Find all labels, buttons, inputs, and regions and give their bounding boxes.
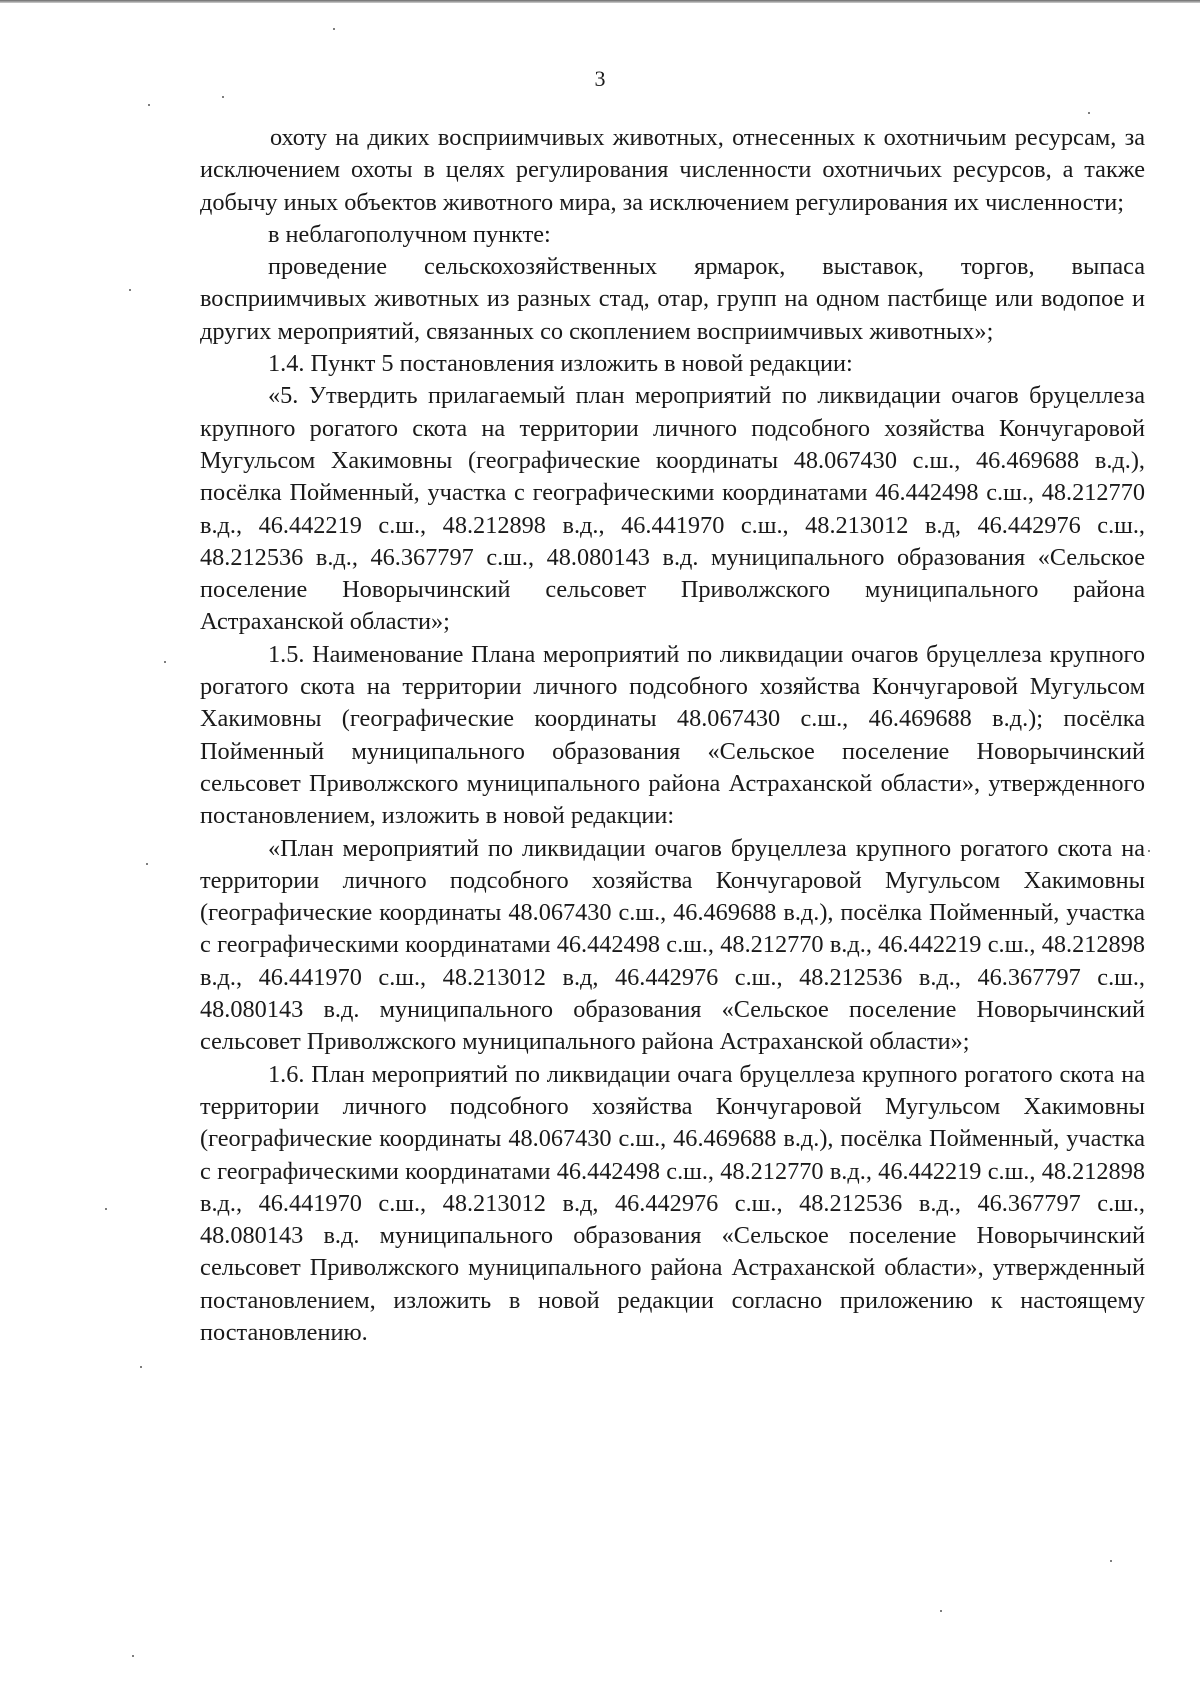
scan-speck [1110,1560,1112,1562]
paragraph-clause-1-4: 1.4. Пункт 5 постановления изложить в новой редакции: [268,350,853,378]
paragraph-clause-1-5: 1.5. Наименование Плана мероприятий по ликвидации очагов бруцеллеза крупного рогатого скота на территории личного подсобного хозяйства Кончугаровой Мугульсом Хакимовны (географические координаты 48.067430 с.ш., 46.469688 в.д.); посёлка Пойменный муниципального образования «Сельское поселение Новорычинский сельсовет Приволжского муниципального района Астраханской области», утвержденного постановлением, изложить в новой редакции: [200,640,1145,830]
paragraph-fairs-restriction: проведение сельскохозяйственных ярмарок, выставок, торгов, выпаса восприимчивых животных из разных стад, отар, групп на одном пастбище или водопое и других мероприятий, связанных со скоплением восприимчивых животных»; [200,253,1145,345]
scan-speck [333,28,335,30]
scan-speck [129,289,131,291]
scan-speck [105,1208,107,1210]
scan-speck [1148,850,1150,852]
scan-speck [140,1366,142,1368]
scan-speck [148,104,150,106]
scan-top-edge [0,0,1200,3]
paragraph-plan-title: «План мероприятий по ликвидации очагов бруцеллеза крупного рогатого скота на территории личного подсобного хозяйства Кончугаровой Мугульсом Хакимовны (географические координаты 48.067430 с.ш., 46.469688 в.д.), посёлка Пойменный, участка с географическими координатами 46.442498 с.ш., 48.212770 в.д., 46.442219 с.ш., 48.212898 в.д., 46.441970 с.ш., 48.213012 в.д, 46.442976 с.ш., 48.212536 в.д., 46.367797 с.ш., 48.080143 в.д. муниципального образования «Сельское поселение Новорычинский сельсовет Приволжского муниципального района Астраханской области»; [200,834,1145,1056]
scan-speck [146,863,148,865]
paragraph-clause-5-text: «5. Утвердить прилагаемый план мероприятий по ликвидации очагов бруцеллеза крупного рогатого скота на территории личного подсобного хозяйства Кончугаровой Мугульсом Хакимовны (географические координаты 48.067430 с.ш., 46.469688 в.д.), посёлка Пойменный, участка с географическими координатами 46.442498 с.ш., 48.212770 в.д., 46.442219 с.ш., 48.212898 в.д., 46.441970 с.ш., 48.213012 в.д, 46.442976 с.ш., 48.212536 в.д., 46.367797 с.ш., 48.080143 в.д. муниципального образования «Сельское поселение Новорычинский сельсовет Приволжского муниципального района Астраханской области»; [200,382,1145,636]
paragraph-clause-1-6: 1.6. План мероприятий по ликвидации очага бруцеллеза крупного рогатого скота на территории личного подсобного хозяйства Кончугаровой Мугульсом Хакимовны (географические координаты 48.067430 с.ш., 46.469688 в.д.), посёлка Пойменный, участка с географическими координатами 46.442498 с.ш., 48.212770 в.д., 46.442219 с.ш., 48.212898 в.д., 46.441970 с.ш., 48.213012 в.д, 46.442976 с.ш., 48.212536 в.д., 46.367797 с.ш., 48.080143 в.д. муниципального образования «Сельское поселение Новорычинский сельсовет Приволжского муниципального района Астраханской области», утвержденный постановлением, изложить в новой редакции согласно приложению к настоящему постановлению. [200,1060,1145,1346]
scan-speck [1088,112,1090,114]
page-number: 3 [594,66,606,91]
scan-speck [164,661,166,663]
scan-speck [222,96,224,98]
scan-speck [940,1610,942,1612]
scan-speck [132,1655,134,1657]
document-body [200,122,1145,1349]
paragraph-hunting-restriction: охоту на диких восприимчивых животных, отнесенных к охотничьим ресурсам, за исключением охоты в целях регулирования численности охотничьих ресурсов, а также добычу иных объектов животного мира, за исключением регулирования их численности; [200,124,1145,216]
paragraph-unfavorable-point: в неблагополучном пункте: [268,220,551,248]
